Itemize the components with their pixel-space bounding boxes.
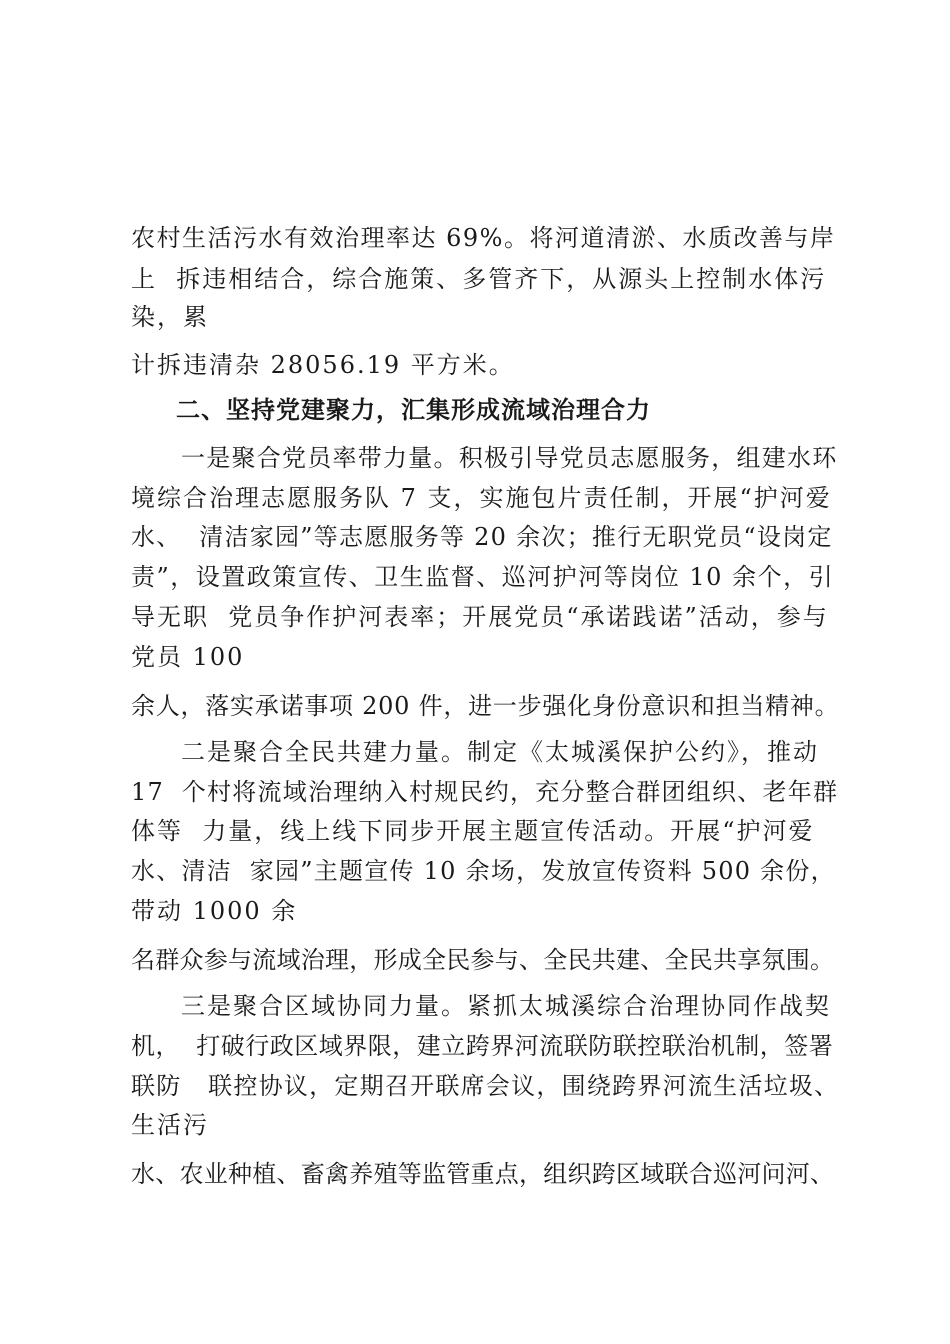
text-line: 联防 联控协议，定期召开联席会议，围绕跨界河流生活垃圾、 [131,1072,840,1100]
text-line: 机， 打破行政区域界限，建立跨界河流联防联控联治机制，签署 [131,1032,834,1060]
text-line: 党员 100 [131,643,245,671]
section-heading: 二、坚持党建聚力，汇集形成流域治理合力 [176,396,651,424]
text-line: 水、 清洁家园”等志愿服务等 20 余次；推行无职党员“设岗定 [131,523,833,551]
text-line: 染，累 [131,303,209,331]
text-line: 余人，落实承诺事项 200 件，进一步强化身份意识和担当精神。 [131,692,840,720]
text-line: 带动 1000 余 [131,897,298,925]
paragraph-first-line: 三是聚合区域协同力量。紧抓太城溪综合治理协同作战契 [181,992,831,1020]
text-line: 计拆违清杂 28056.19 平方米。 [131,351,515,379]
text-line: 农村生活污水有效治理率达 69%。将河道清淤、水质改善与岸 [131,224,836,252]
text-line: 责”，设置政策宣传、卫生监督、巡河护河等岗位 10 余个，引 [131,563,835,591]
text-line: 上 拆违相结合，综合施策、多管齐下，从源头上控制水体污 [131,265,827,293]
paragraph-first-line: 一是聚合党员率带力量。积极引导党员志愿服务，组建水环 [181,444,838,472]
text-line: 水、清洁 家园”主题宣传 10 余场，发放宣传资料 500 余份， [131,857,836,885]
text-line: 水、农业种植、畜禽养殖等监管重点，组织跨区域联合巡河问河、 [131,1160,835,1188]
text-line: 17 个村将流域治理纳入村规民约，充分整合群团组织、老年群 [131,778,839,806]
text-line: 境综合治理志愿服务队 7 支，实施包片责任制，开展“护河爱 [131,484,832,512]
text-line: 生活污 [131,1111,209,1139]
text-line: 导无职 党员争作护河表率；开展党员“承诺践诺”活动，参与 [131,603,829,631]
text-line: 体等 力量，线上线下同步开展主题宣传活动。开展“护河爱 [131,817,815,845]
paragraph-first-line: 二是聚合全民共建力量。制定《太城溪保护公约》，推动 [181,738,819,766]
text-line: 名群众参与流域治理，形成全民参与、全民共建、全民共享氛围。 [131,946,835,974]
